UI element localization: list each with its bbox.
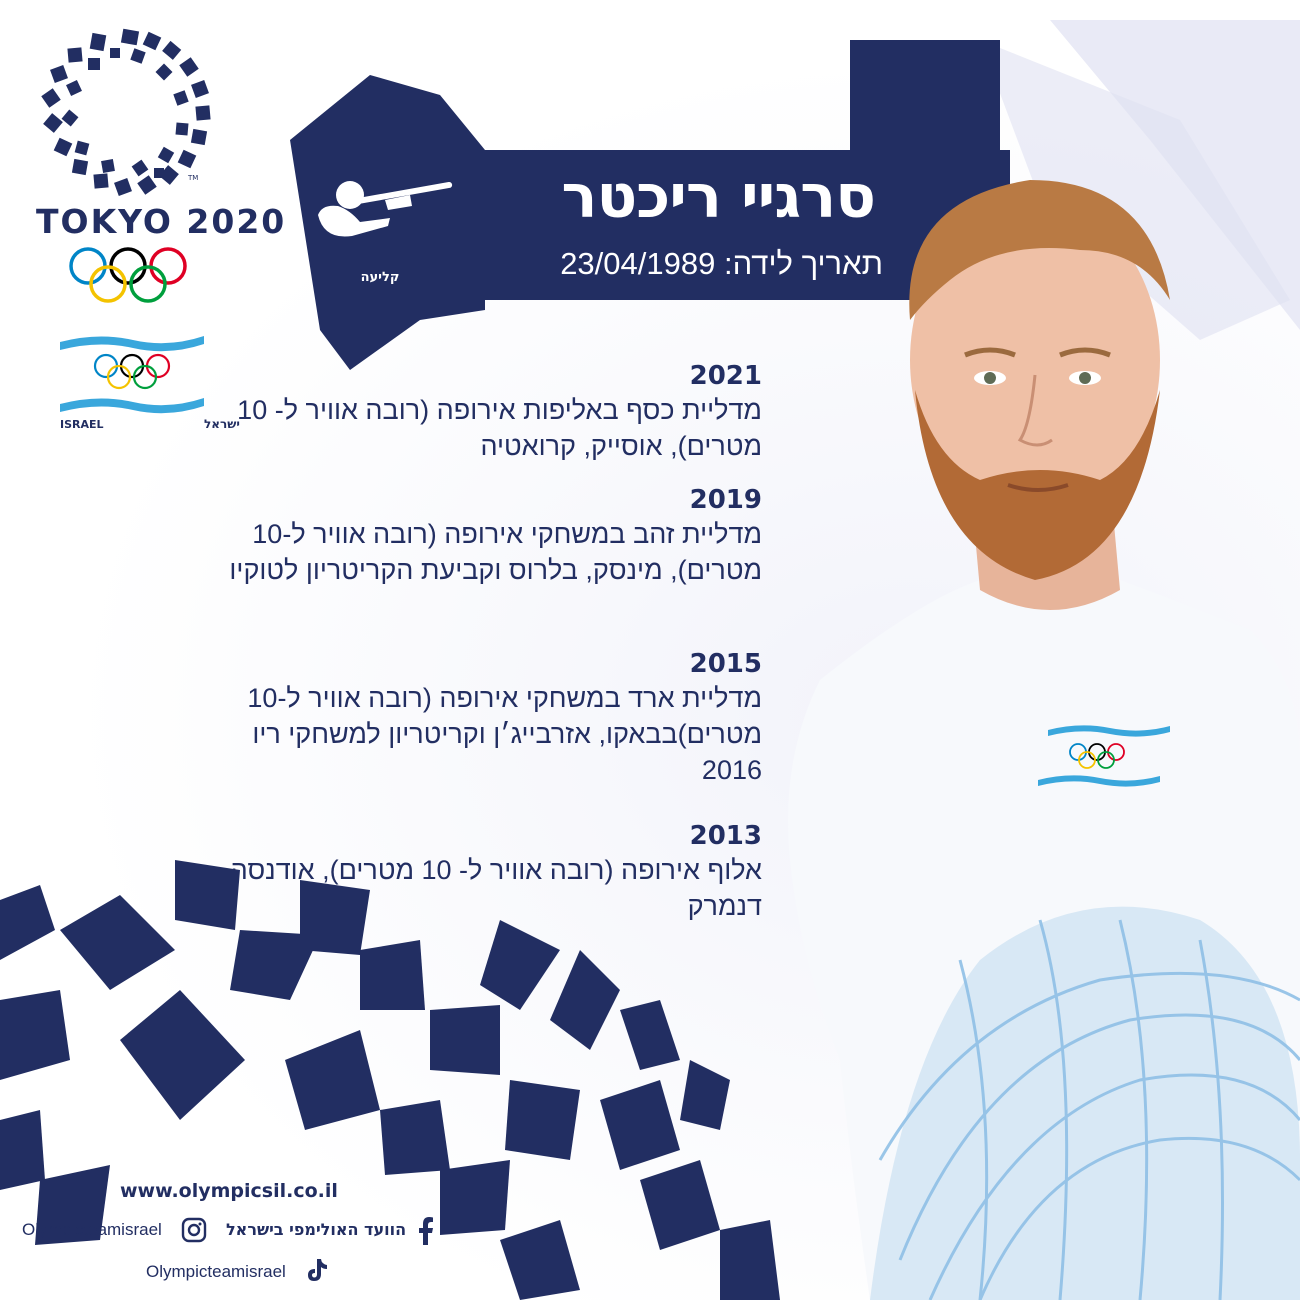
achievement-text: אלוף אירופה (רובה אוויר ל- 10 מטרים), אודנסה, דנמרק	[223, 855, 762, 921]
birth-date: תאריך לידה: 23/04/1989	[560, 246, 883, 281]
achievement-item	[210, 820, 762, 924]
games-title: TOKYO 2020	[36, 202, 287, 241]
instagram-handle[interactable]: Olympicteamisrael	[22, 1220, 162, 1239]
tm-mark: TM	[188, 174, 199, 182]
achievement-year: 2015	[689, 649, 762, 679]
facebook-page-name[interactable]: הוועד האולימפי בישראל	[226, 1220, 407, 1239]
tiktok-icon[interactable]	[306, 1258, 328, 1282]
olympic-rings-icon	[66, 246, 191, 308]
israel-logo-en: ISRAEL	[60, 418, 104, 431]
title-banner	[485, 150, 905, 300]
athlete-photo	[780, 160, 1300, 1300]
achievement-year: 2013	[689, 821, 762, 851]
tokyo-emblem-logo	[40, 28, 220, 203]
achievement-item	[210, 648, 762, 788]
tiktok-handle[interactable]: Olympicteamisrael	[146, 1262, 286, 1281]
achievement-item	[210, 360, 762, 464]
achievement-text: מדליית כסף באליפות אירופה (רובה אוויר ל- 10 מטרים), אוסייק, קרואטיה	[237, 395, 762, 461]
facebook-icon[interactable]	[418, 1217, 434, 1245]
athlete-name: סרגיי ריכטר	[561, 162, 875, 232]
website-link[interactable]: www.olympicsil.co.il	[120, 1180, 338, 1202]
achievement-year: 2021	[689, 361, 762, 391]
achievement-item	[210, 484, 762, 588]
bg-block-top	[850, 40, 1000, 150]
israel-olympic-committee-logo	[58, 330, 240, 435]
achievement-year: 2019	[689, 485, 762, 515]
achievement-text: מדליית זהב במשחקי אירופה (רובה אוויר ל-10 מטרים), מינסק, בלרוס וקביעת הקריטריון לטוקיו	[229, 519, 762, 585]
sport-label: קליעה	[360, 270, 400, 285]
israel-logo-he: ישראל	[204, 417, 240, 431]
achievement-text: מדליית ארד במשחקי אירופה (רובה אוויר ל-10 מטרים)בבאקו, אזרבייג׳ן וקריטריון למשחקי ריו 2016	[247, 683, 762, 785]
instagram-icon[interactable]	[181, 1217, 207, 1243]
